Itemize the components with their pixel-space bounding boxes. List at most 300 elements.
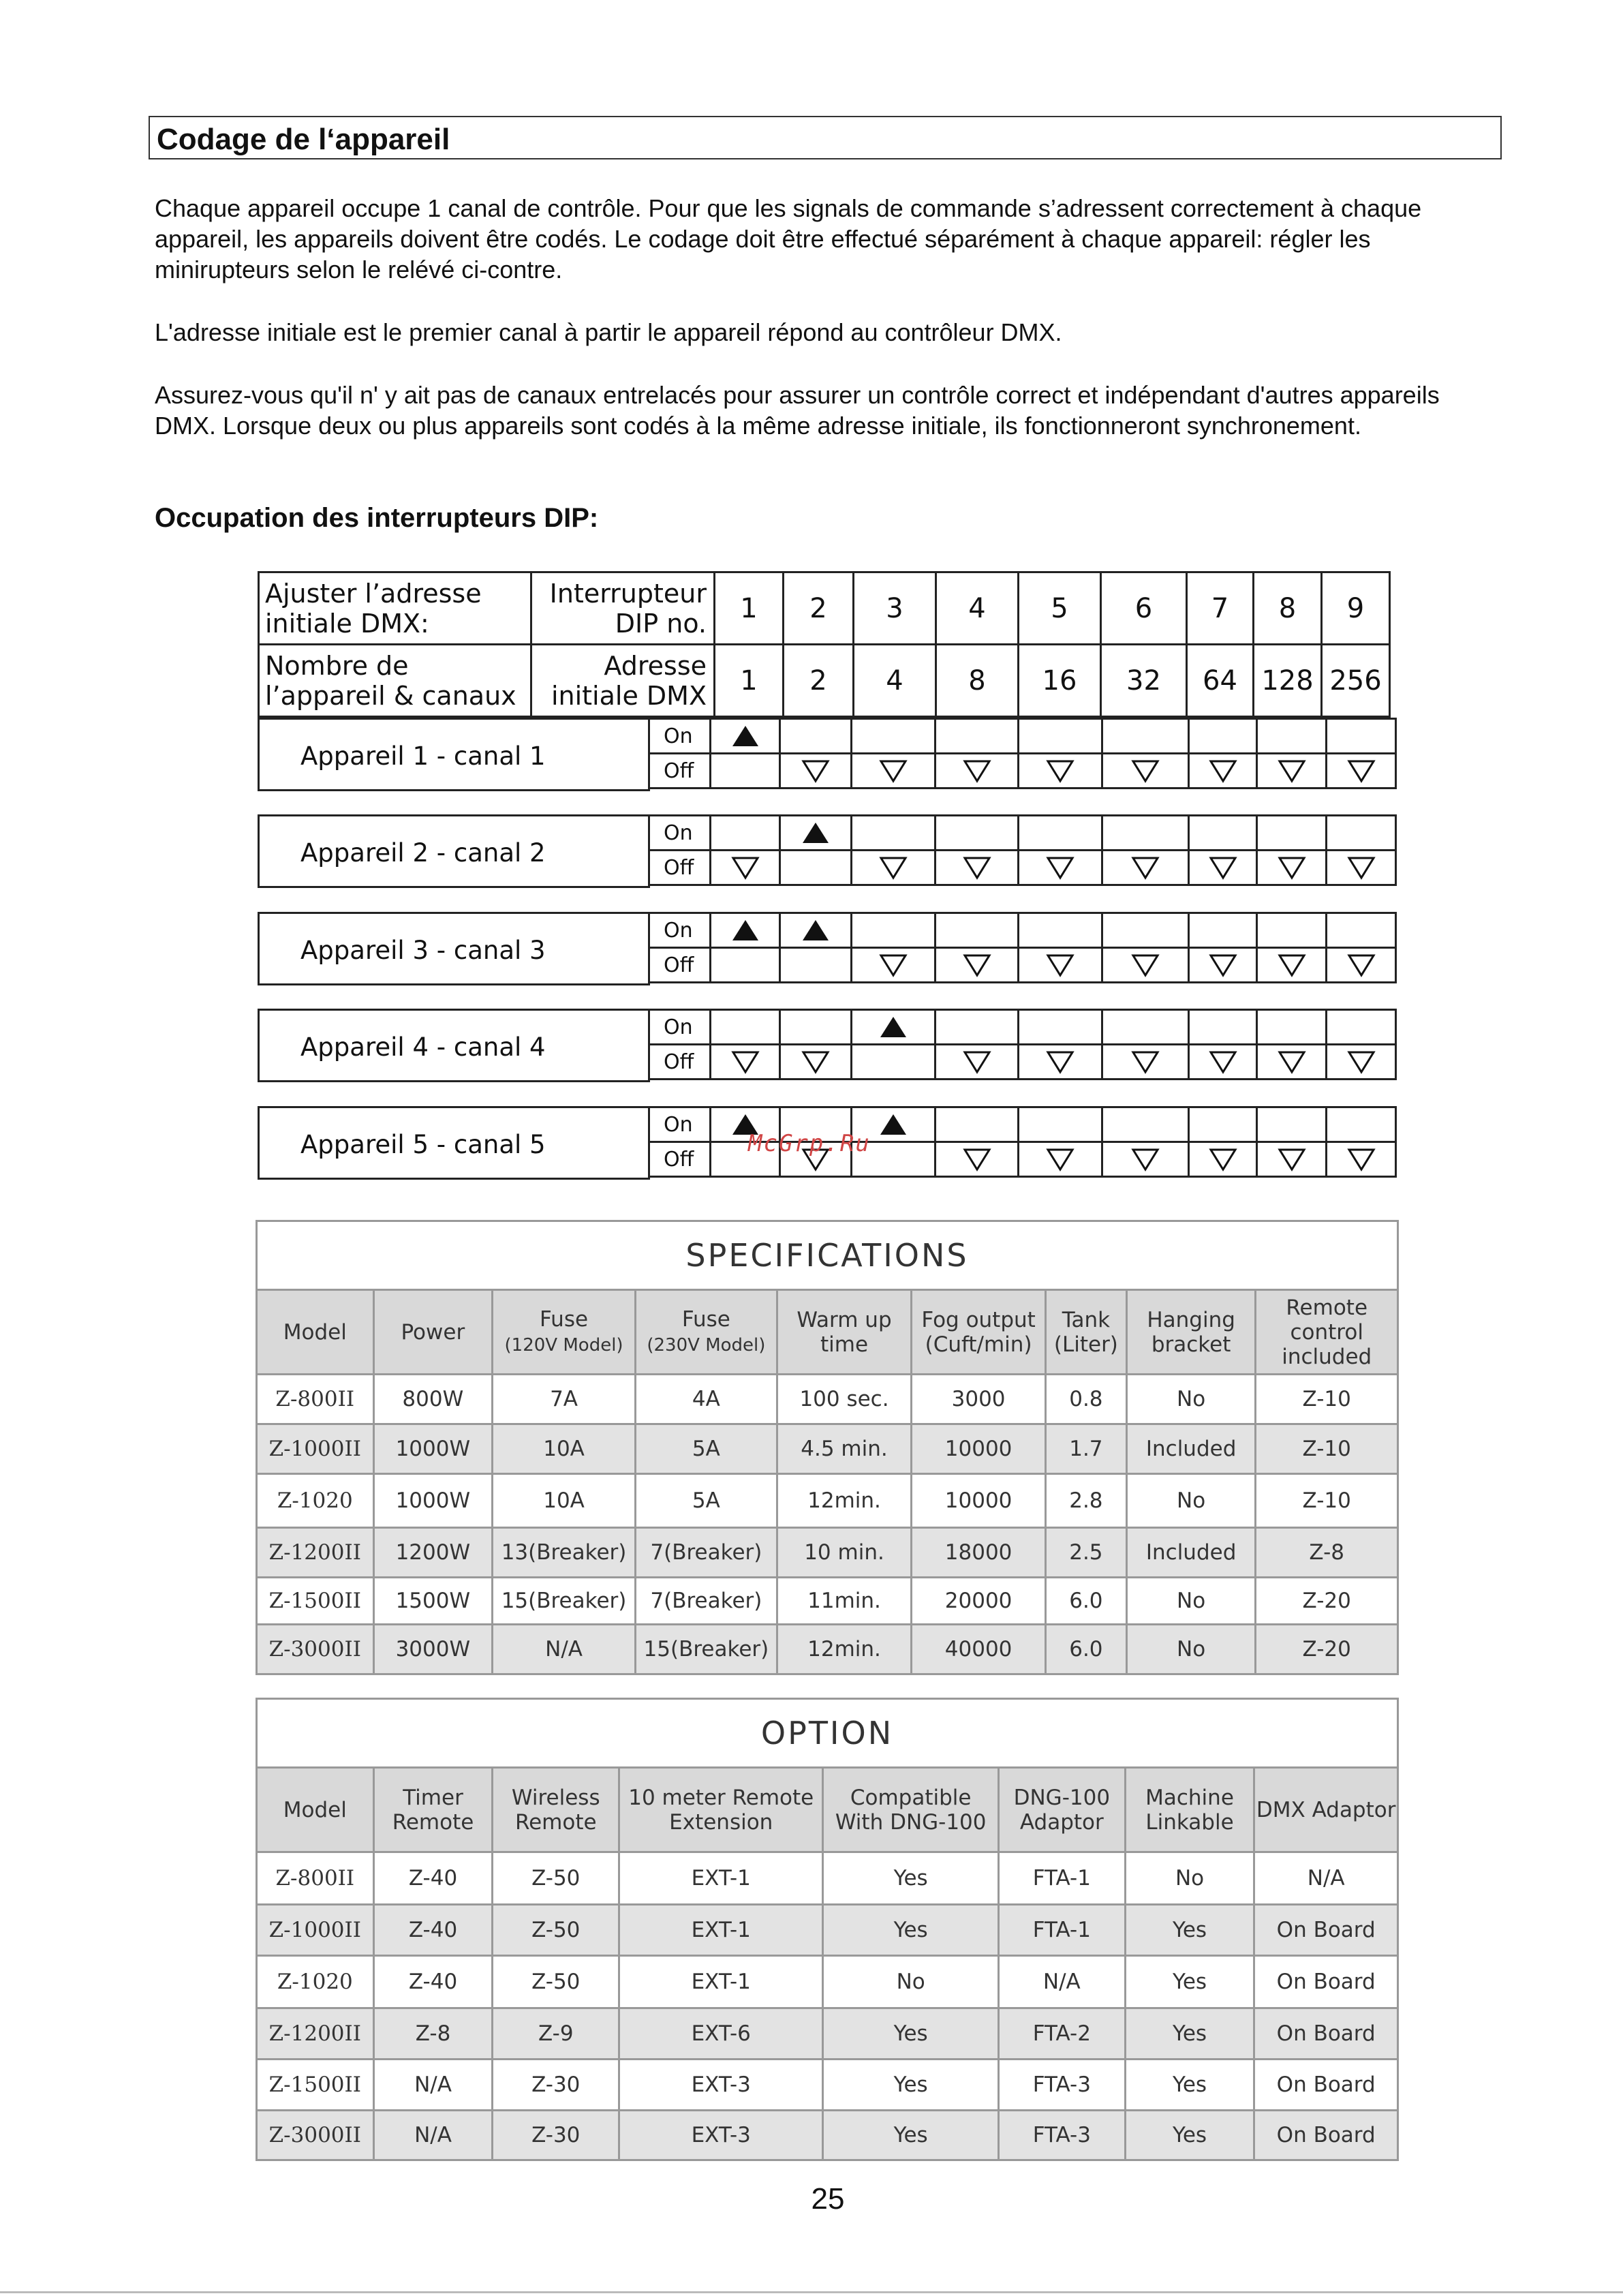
switch-off-triangle-icon bbox=[1046, 759, 1075, 783]
specifications-header-cell bbox=[912, 1290, 1046, 1375]
page-number: 25 bbox=[811, 2182, 845, 2216]
option-header-label: DNG-100 Adaptor bbox=[1013, 1785, 1111, 1835]
off-label: Off bbox=[649, 1142, 711, 1177]
switch-cell-off bbox=[1327, 1142, 1396, 1177]
switch-off-triangle-icon bbox=[731, 1050, 760, 1074]
dmx-value: 32 bbox=[1101, 645, 1187, 717]
switch-off-triangle-icon bbox=[1046, 1147, 1075, 1172]
device-name-box bbox=[258, 814, 650, 888]
table-cell: FTA-3 bbox=[998, 2060, 1125, 2111]
switch-on-triangle-icon bbox=[879, 1112, 908, 1137]
table-cell: 10A bbox=[493, 1474, 636, 1528]
specifications-header-label: Fog output (Cuft/min) bbox=[921, 1307, 1036, 1357]
table-cell: Z-10 bbox=[1256, 1424, 1398, 1474]
switch-cell-off bbox=[710, 851, 780, 885]
table-row bbox=[257, 1528, 1398, 1578]
dip-number: 9 bbox=[1322, 572, 1390, 645]
switch-cell-on bbox=[1102, 816, 1188, 851]
switch-cell-on bbox=[935, 1010, 1019, 1045]
specifications-header-cell bbox=[373, 1290, 493, 1375]
switch-cell-on bbox=[1257, 913, 1327, 948]
table-cell: FTA-3 bbox=[998, 2111, 1125, 2160]
table-cell: 18000 bbox=[912, 1528, 1046, 1578]
switch-off-triangle-icon bbox=[1278, 759, 1306, 783]
device-name: Appareil 1 - canal 1 bbox=[300, 741, 546, 771]
dip-number: 4 bbox=[936, 572, 1019, 645]
switch-cell-off bbox=[710, 754, 780, 789]
switch-off-triangle-icon bbox=[1209, 759, 1237, 783]
table-cell: 10000 bbox=[912, 1424, 1046, 1474]
option-header-cell bbox=[257, 1768, 374, 1852]
table-cell: Yes bbox=[1125, 2060, 1254, 2111]
switch-cell-on bbox=[852, 1010, 936, 1045]
table-cell: EXT-3 bbox=[619, 2111, 823, 2160]
table-cell: On Board bbox=[1254, 2008, 1398, 2060]
device-name: Appareil 5 - canal 5 bbox=[300, 1130, 546, 1159]
model-cell: Z-3000II bbox=[257, 2111, 374, 2160]
model-cell: Z-800II bbox=[257, 1852, 374, 1905]
dip-row2-label-b: Adresse initiale DMX bbox=[531, 645, 715, 717]
table-cell: 12min. bbox=[777, 1474, 911, 1528]
dip-number: 7 bbox=[1187, 572, 1254, 645]
switch-cell-on bbox=[1327, 913, 1396, 948]
option-header-label: Machine Linkable bbox=[1145, 1785, 1234, 1835]
device-switch-grid bbox=[648, 1009, 1397, 1080]
device-name: Appareil 2 - canal 2 bbox=[300, 838, 546, 868]
table-cell: Z-50 bbox=[493, 1852, 619, 1905]
switch-off-triangle-icon bbox=[963, 1147, 991, 1172]
table-cell: Yes bbox=[1125, 2008, 1254, 2060]
table-cell: 3000W bbox=[373, 1625, 493, 1674]
bottom-rule bbox=[0, 2291, 1623, 2293]
switch-cell-on bbox=[852, 719, 936, 754]
table-row bbox=[257, 1375, 1398, 1424]
table-cell: EXT-1 bbox=[619, 1905, 823, 1956]
table-cell: 5A bbox=[635, 1474, 777, 1528]
switch-cell-off bbox=[1102, 851, 1188, 885]
switch-off-triangle-icon bbox=[963, 759, 991, 783]
switch-cell-off bbox=[1257, 948, 1327, 983]
section-title-box bbox=[149, 116, 1502, 159]
model-cell: Z-1020 bbox=[257, 1956, 374, 2008]
switch-off-triangle-icon bbox=[879, 759, 908, 783]
table-cell: 7(Breaker) bbox=[635, 1528, 777, 1578]
off-label: Off bbox=[649, 1045, 711, 1080]
table-cell: FTA-1 bbox=[998, 1905, 1125, 1956]
table-cell: 4A bbox=[635, 1375, 777, 1424]
on-label: On bbox=[649, 913, 711, 948]
switch-cell-off bbox=[1189, 948, 1257, 983]
table-cell: 1500W bbox=[373, 1578, 493, 1625]
specifications-header-label: Tank (Liter) bbox=[1053, 1307, 1118, 1357]
option-header-cell bbox=[619, 1768, 823, 1852]
table-cell: No bbox=[1126, 1578, 1256, 1625]
table-cell: Yes bbox=[823, 1852, 999, 1905]
switch-cell-off bbox=[780, 851, 852, 885]
dmx-value: 16 bbox=[1019, 645, 1101, 717]
switch-cell-on bbox=[1019, 913, 1102, 948]
option-table bbox=[256, 1698, 1399, 2161]
switch-off-triangle-icon bbox=[1046, 953, 1075, 977]
table-row bbox=[257, 1474, 1398, 1528]
table-cell: 2.5 bbox=[1045, 1528, 1126, 1578]
table-cell: Yes bbox=[1125, 1905, 1254, 1956]
table-cell: 4.5 min. bbox=[777, 1424, 911, 1474]
switch-cell-on bbox=[780, 816, 852, 851]
table-row bbox=[257, 1852, 1398, 1905]
dmx-value: 128 bbox=[1254, 645, 1322, 717]
option-header-label: Timer Remote bbox=[392, 1785, 474, 1835]
switch-cell-on bbox=[1189, 913, 1257, 948]
switch-off-triangle-icon bbox=[1278, 1050, 1306, 1074]
switch-cell-on bbox=[780, 1010, 852, 1045]
table-cell: EXT-1 bbox=[619, 1956, 823, 2008]
device-switch-grid bbox=[648, 912, 1397, 983]
switch-cell-on bbox=[1189, 1107, 1257, 1142]
table-cell: 1.7 bbox=[1045, 1424, 1126, 1474]
on-label: On bbox=[649, 1107, 711, 1142]
specifications-header-note: (120V Model) bbox=[504, 1334, 623, 1356]
table-cell: Z-8 bbox=[373, 2008, 493, 2060]
switch-off-triangle-icon bbox=[1278, 953, 1306, 977]
table-cell: Yes bbox=[823, 2111, 999, 2160]
dmx-value: 256 bbox=[1322, 645, 1390, 717]
switch-off-triangle-icon bbox=[1131, 759, 1160, 783]
table-cell: 5A bbox=[635, 1424, 777, 1474]
switch-cell-off bbox=[1327, 754, 1396, 789]
table-cell: Z-20 bbox=[1256, 1578, 1398, 1625]
table-row bbox=[257, 1625, 1398, 1674]
model-cell: Z-800II bbox=[257, 1375, 374, 1424]
switch-cell-off bbox=[1257, 851, 1327, 885]
model-cell: Z-3000II bbox=[257, 1625, 374, 1674]
switch-cell-on bbox=[780, 913, 852, 948]
switch-cell-on bbox=[1327, 719, 1396, 754]
dip-row1-label-a: Ajuster l’adresse initiale DMX: bbox=[259, 572, 531, 645]
switch-cell-on bbox=[1257, 719, 1327, 754]
paragraph-3: Assurez-vous qu'il n' y ait pas de canaux entrelacés pour assurer un contrôle correct et indépendant d'autres appareils DMX. Lorsque deux ou plus appareils sont codés à la même adresse initiale, ils fonctionneront synchronement. bbox=[155, 381, 1440, 440]
table-cell: 10000 bbox=[912, 1474, 1046, 1528]
table-cell: 0.8 bbox=[1045, 1375, 1126, 1424]
switch-cell-off bbox=[935, 948, 1019, 983]
table-cell: Z-40 bbox=[373, 1956, 493, 2008]
switch-off-triangle-icon bbox=[963, 1050, 991, 1074]
device-name-box bbox=[258, 912, 650, 985]
table-row bbox=[257, 1905, 1398, 1956]
switch-off-triangle-icon bbox=[879, 855, 908, 880]
table-cell: 15(Breaker) bbox=[635, 1625, 777, 1674]
switch-cell-off bbox=[852, 1045, 936, 1080]
switch-cell-on bbox=[710, 816, 780, 851]
model-cell: Z-1500II bbox=[257, 2060, 374, 2111]
switch-cell-off bbox=[1257, 754, 1327, 789]
table-cell: On Board bbox=[1254, 2060, 1398, 2111]
table-cell: Z-8 bbox=[1256, 1528, 1398, 1578]
switch-cell-off bbox=[1102, 1045, 1188, 1080]
table-row bbox=[257, 1956, 1398, 2008]
switch-cell-off bbox=[1019, 948, 1102, 983]
switch-off-triangle-icon bbox=[1131, 1147, 1160, 1172]
table-cell: Yes bbox=[1125, 1956, 1254, 2008]
switch-cell-off bbox=[1189, 851, 1257, 885]
switch-cell-on bbox=[935, 816, 1019, 851]
switch-cell-off bbox=[1102, 754, 1188, 789]
device-switch-grid bbox=[648, 814, 1397, 886]
switch-off-triangle-icon bbox=[1347, 1050, 1376, 1074]
switch-cell-off bbox=[780, 754, 852, 789]
watermark: McGrp.Ru bbox=[748, 1130, 871, 1157]
switch-off-triangle-icon bbox=[1209, 953, 1237, 977]
switch-cell-on bbox=[1019, 816, 1102, 851]
table-cell: Z-50 bbox=[493, 1905, 619, 1956]
option-header-cell bbox=[373, 1768, 493, 1852]
table-cell: N/A bbox=[373, 2060, 493, 2111]
device-switch-grid bbox=[648, 718, 1397, 789]
table-cell: Z-20 bbox=[1256, 1625, 1398, 1674]
table-cell: 40000 bbox=[912, 1625, 1046, 1674]
switch-off-triangle-icon bbox=[1131, 855, 1160, 880]
specifications-header-label: Remote control included bbox=[1282, 1295, 1372, 1369]
switch-cell-on bbox=[852, 913, 936, 948]
device-name: Appareil 4 - canal 4 bbox=[300, 1032, 546, 1062]
switch-off-triangle-icon bbox=[1209, 1050, 1237, 1074]
device-name-box bbox=[258, 718, 650, 791]
paragraph-1: Chaque appareil occupe 1 canal de contrôle. Pour que les signals de commande s’adressent correctement à chaque appareil, les appareils doivent être codés. Le codage doit être effectué séparément à chaque appareil: régler les minirupteurs selon le relévé ci-contre. bbox=[155, 194, 1422, 284]
switch-off-triangle-icon bbox=[1278, 1147, 1306, 1172]
specifications-header-cell bbox=[493, 1290, 636, 1375]
switch-cell-off bbox=[1327, 1045, 1396, 1080]
specifications-header-label: Warm up time bbox=[797, 1307, 892, 1357]
switch-on-triangle-icon bbox=[801, 918, 830, 943]
off-label: Off bbox=[649, 948, 711, 983]
table-cell: On Board bbox=[1254, 2111, 1398, 2160]
table-cell: No bbox=[1126, 1625, 1256, 1674]
switch-cell-on bbox=[710, 1010, 780, 1045]
option-header-cell bbox=[998, 1768, 1125, 1852]
switch-off-triangle-icon bbox=[1347, 855, 1376, 880]
switch-off-triangle-icon bbox=[1278, 855, 1306, 880]
switch-off-triangle-icon bbox=[1209, 855, 1237, 880]
model-cell: Z-1020 bbox=[257, 1474, 374, 1528]
option-header-label: Wireless Remote bbox=[511, 1785, 600, 1835]
switch-cell-off bbox=[1327, 851, 1396, 885]
switch-off-triangle-icon bbox=[1046, 855, 1075, 880]
table-cell: 10A bbox=[493, 1424, 636, 1474]
switch-cell-off bbox=[935, 1045, 1019, 1080]
switch-off-triangle-icon bbox=[879, 953, 908, 977]
table-cell: Z-10 bbox=[1256, 1375, 1398, 1424]
switch-cell-off bbox=[1189, 1045, 1257, 1080]
dip-row2-label-a: Nombre de l’appareil & canaux bbox=[259, 645, 531, 717]
table-cell: 1200W bbox=[373, 1528, 493, 1578]
table-cell: No bbox=[1126, 1375, 1256, 1424]
switch-cell-off bbox=[1102, 948, 1188, 983]
option-header-label: Model bbox=[283, 1797, 347, 1822]
switch-cell-on bbox=[935, 913, 1019, 948]
switch-on-triangle-icon bbox=[879, 1015, 908, 1039]
switch-off-triangle-icon bbox=[963, 953, 991, 977]
table-cell: 6.0 bbox=[1045, 1578, 1126, 1625]
option-title: OPTION bbox=[257, 1699, 1398, 1768]
switch-cell-off bbox=[1019, 754, 1102, 789]
switch-cell-on bbox=[1019, 1107, 1102, 1142]
table-cell: Yes bbox=[823, 2008, 999, 2060]
switch-cell-on bbox=[1189, 719, 1257, 754]
dip-device-row bbox=[258, 814, 1397, 888]
switch-off-triangle-icon bbox=[731, 855, 760, 880]
off-label: Off bbox=[649, 851, 711, 885]
table-cell: Z-30 bbox=[493, 2111, 619, 2160]
table-cell: Included bbox=[1126, 1528, 1256, 1578]
table-cell: 7A bbox=[493, 1375, 636, 1424]
switch-cell-off bbox=[1189, 754, 1257, 789]
table-cell: FTA-1 bbox=[998, 1852, 1125, 1905]
specifications-header-cell bbox=[1045, 1290, 1126, 1375]
switch-cell-off bbox=[1102, 1142, 1188, 1177]
switch-cell-on bbox=[1189, 816, 1257, 851]
table-cell: 20000 bbox=[912, 1578, 1046, 1625]
table-row bbox=[257, 1424, 1398, 1474]
dip-number: 6 bbox=[1101, 572, 1187, 645]
switch-cell-on bbox=[1257, 816, 1327, 851]
device-name: Appareil 3 - canal 3 bbox=[300, 936, 546, 965]
switch-cell-on bbox=[1102, 1010, 1188, 1045]
switch-cell-off bbox=[1257, 1045, 1327, 1080]
table-cell: 7(Breaker) bbox=[635, 1578, 777, 1625]
table-cell: Z-50 bbox=[493, 1956, 619, 2008]
switch-cell-off bbox=[780, 948, 852, 983]
switch-off-triangle-icon bbox=[801, 759, 830, 783]
option-header-cell bbox=[1125, 1768, 1254, 1852]
switch-on-triangle-icon bbox=[731, 918, 760, 943]
table-row bbox=[257, 1578, 1398, 1625]
model-cell: Z-1000II bbox=[257, 1424, 374, 1474]
switch-cell-off bbox=[852, 851, 936, 885]
table-cell: FTA-2 bbox=[998, 2008, 1125, 2060]
specifications-header-note: (230V Model) bbox=[647, 1334, 766, 1356]
table-cell: Z-30 bbox=[493, 2060, 619, 2111]
switch-cell-on bbox=[1019, 1010, 1102, 1045]
table-cell: 12min. bbox=[777, 1625, 911, 1674]
switch-cell-off bbox=[780, 1045, 852, 1080]
specifications-header-cell bbox=[257, 1290, 374, 1375]
table-cell: Yes bbox=[1125, 2111, 1254, 2160]
table-cell: 800W bbox=[373, 1375, 493, 1424]
dip-device-row bbox=[258, 912, 1397, 985]
switch-cell-on bbox=[935, 719, 1019, 754]
dip-row1-label-b: Interrupteur DIP no. bbox=[531, 572, 715, 645]
switch-off-triangle-icon bbox=[1347, 759, 1376, 783]
dmx-value: 2 bbox=[784, 645, 854, 717]
model-cell: Z-1200II bbox=[257, 2008, 374, 2060]
dip-header-table bbox=[258, 571, 1391, 718]
specifications-header-label: Fuse bbox=[681, 1306, 730, 1332]
table-row bbox=[257, 2060, 1398, 2111]
switch-cell-on bbox=[935, 1107, 1019, 1142]
switch-cell-off bbox=[852, 948, 936, 983]
page-title: Codage de l‘appareil bbox=[157, 123, 450, 156]
switch-on-triangle-icon bbox=[801, 821, 830, 845]
specifications-header-cell bbox=[635, 1290, 777, 1375]
table-cell: Yes bbox=[823, 1905, 999, 1956]
off-label: Off bbox=[649, 754, 711, 789]
switch-cell-off bbox=[1327, 948, 1396, 983]
switch-off-triangle-icon bbox=[1046, 1050, 1075, 1074]
switch-cell-on bbox=[1327, 816, 1396, 851]
switch-on-triangle-icon bbox=[731, 724, 760, 748]
switch-cell-off bbox=[1019, 1142, 1102, 1177]
on-label: On bbox=[649, 816, 711, 851]
table-cell: No bbox=[823, 1956, 999, 2008]
table-row bbox=[257, 2111, 1398, 2160]
switch-cell-on bbox=[1102, 913, 1188, 948]
table-cell: Z-9 bbox=[493, 2008, 619, 2060]
table-cell: No bbox=[1126, 1474, 1256, 1528]
dip-number: 2 bbox=[784, 572, 854, 645]
table-cell: N/A bbox=[373, 2111, 493, 2160]
paragraph-2: L'adresse initiale est le premier canal à partir le appareil répond au contrôleur DMX. bbox=[155, 318, 1062, 346]
table-cell: 1000W bbox=[373, 1474, 493, 1528]
table-cell: N/A bbox=[493, 1625, 636, 1674]
model-cell: Z-1500II bbox=[257, 1578, 374, 1625]
table-cell: 6.0 bbox=[1045, 1625, 1126, 1674]
specifications-header-label: Hanging bracket bbox=[1147, 1307, 1235, 1357]
dip-number: 3 bbox=[854, 572, 936, 645]
switch-cell-on bbox=[1102, 719, 1188, 754]
switch-cell-on bbox=[1257, 1010, 1327, 1045]
option-header-label: DMX Adaptor bbox=[1256, 1797, 1396, 1822]
table-cell: EXT-6 bbox=[619, 2008, 823, 2060]
option-header-cell bbox=[493, 1768, 619, 1852]
switch-cell-off bbox=[1019, 851, 1102, 885]
table-cell: EXT-1 bbox=[619, 1852, 823, 1905]
switch-off-triangle-icon bbox=[1347, 1147, 1376, 1172]
on-label: On bbox=[649, 719, 711, 754]
table-cell: 3000 bbox=[912, 1375, 1046, 1424]
specifications-title: SPECIFICATIONS bbox=[257, 1221, 1398, 1290]
option-header-cell bbox=[1254, 1768, 1398, 1852]
dip-number: 5 bbox=[1019, 572, 1101, 645]
dip-number: 8 bbox=[1254, 572, 1322, 645]
table-cell: Z-40 bbox=[373, 1852, 493, 1905]
switch-cell-on bbox=[710, 719, 780, 754]
switch-cell-on bbox=[780, 719, 852, 754]
switch-cell-on bbox=[710, 913, 780, 948]
specifications-header-label: Model bbox=[283, 1319, 347, 1345]
option-header-label: 10 meter Remote Extension bbox=[628, 1785, 814, 1835]
table-cell: 1000W bbox=[373, 1424, 493, 1474]
dmx-value: 1 bbox=[715, 645, 784, 717]
dip-device-row bbox=[258, 1009, 1397, 1082]
table-cell: Z-10 bbox=[1256, 1474, 1398, 1528]
switch-cell-off bbox=[935, 754, 1019, 789]
model-cell: Z-1200II bbox=[257, 1528, 374, 1578]
table-cell: Z-40 bbox=[373, 1905, 493, 1956]
table-cell: N/A bbox=[998, 1956, 1125, 2008]
switch-off-triangle-icon bbox=[1131, 1050, 1160, 1074]
switch-cell-off bbox=[852, 754, 936, 789]
option-header-cell bbox=[823, 1768, 999, 1852]
switch-cell-on bbox=[1189, 1010, 1257, 1045]
table-cell: Included bbox=[1126, 1424, 1256, 1474]
dip-number: 1 bbox=[715, 572, 784, 645]
table-cell: Yes bbox=[823, 2060, 999, 2111]
dmx-value: 4 bbox=[854, 645, 936, 717]
switch-cell-on bbox=[1327, 1010, 1396, 1045]
switch-cell-off bbox=[935, 851, 1019, 885]
specifications-header-label: Power bbox=[401, 1319, 465, 1345]
on-label: On bbox=[649, 1010, 711, 1045]
